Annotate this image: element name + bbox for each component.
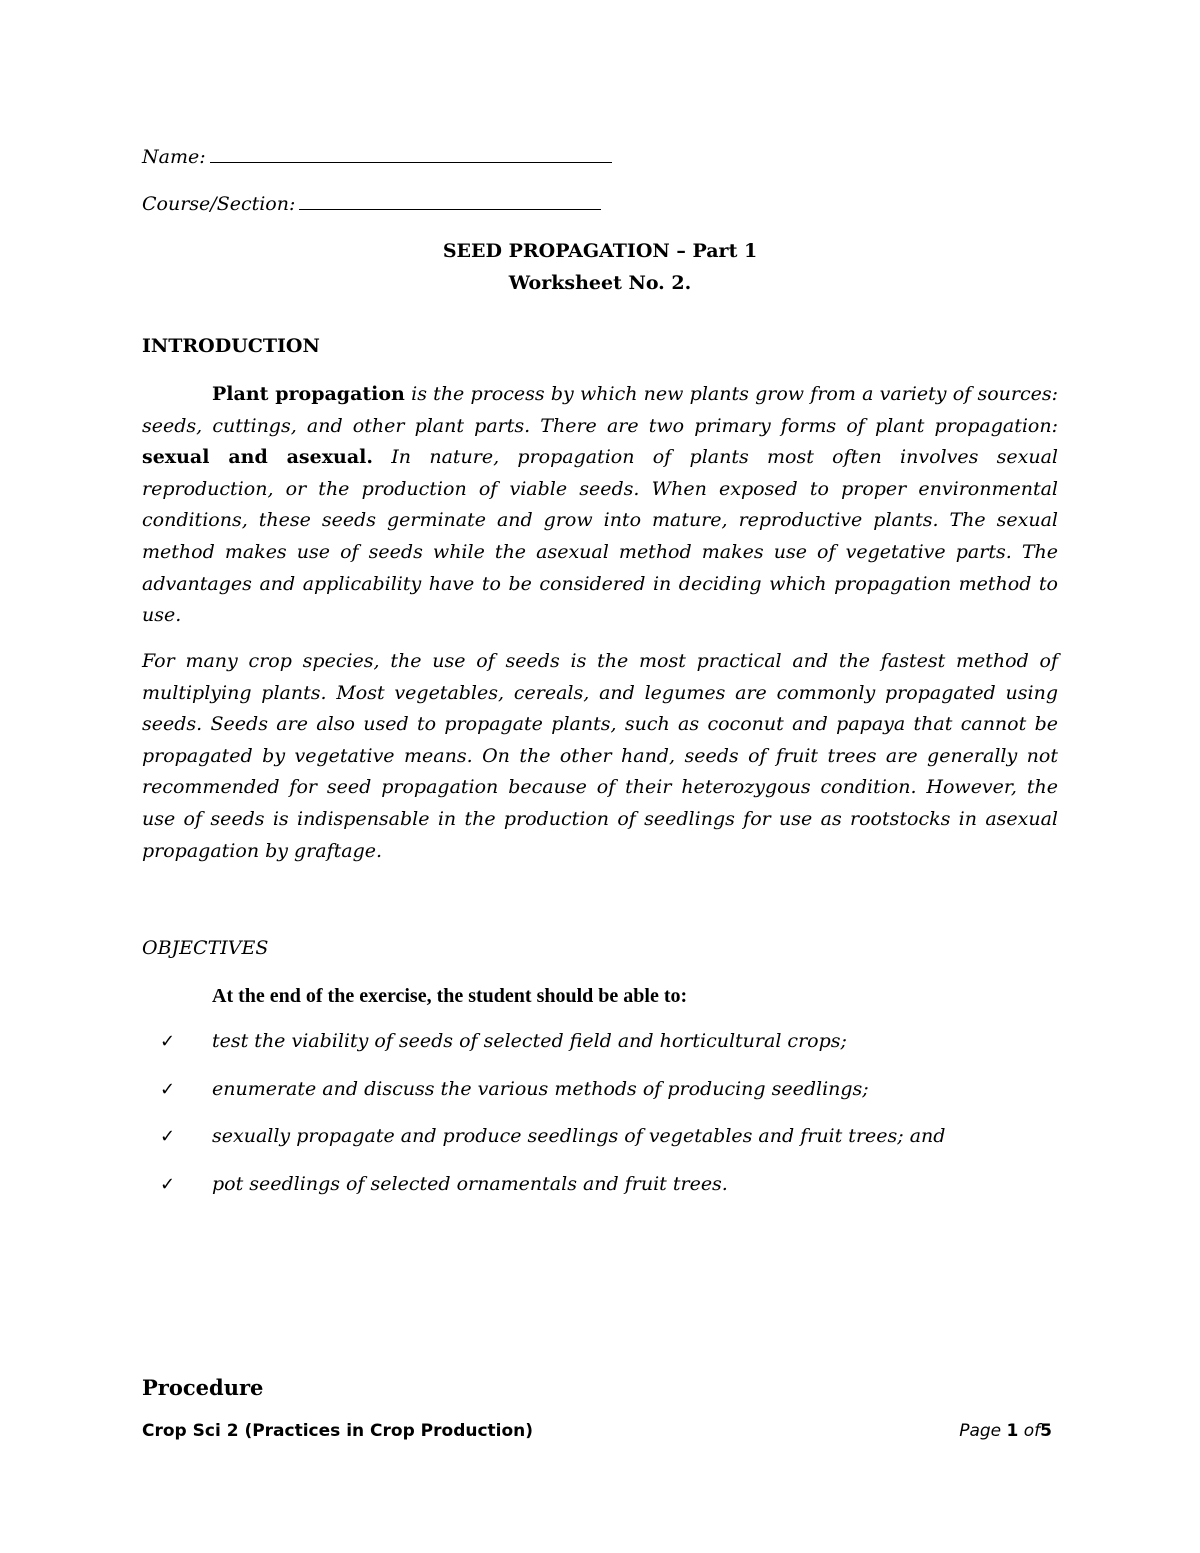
objective-item (160, 1122, 945, 1151)
objective-text: test the viability of seeds of selected field and horticultural crops; (212, 1030, 847, 1052)
objective-text: pot seedlings of selected ornamentals and fruit trees. (212, 1173, 728, 1195)
page-word: Page (959, 1421, 1002, 1441)
objectives-lead: At the end of the exercise, the student should be able to: (212, 985, 688, 1007)
worksheet-title: SEED PROPAGATION – Part 1 (442, 240, 758, 262)
introduction-heading: INTRODUCTION (142, 335, 320, 357)
intro-p1-text-b: In nature, propagation of plants most often involves sexual reproduction, or the production of viable seeds. When exposed to proper environmental conditions, these seeds germinate and grow into mature, reproductive plants. The sexual method makes use of seeds while the asexual method makes use of vegetative parts. The advantages and applicability have to be considered in deciding which propagation method to use. (142, 446, 1058, 627)
footer-page-number (959, 1419, 1052, 1443)
page-total: 5 (1040, 1421, 1052, 1441)
objective-item (160, 1170, 728, 1199)
checkmark-icon: ✓ (160, 1126, 176, 1147)
checkmark-icon: ✓ (160, 1031, 176, 1052)
intro-p1-text-a: is the process by which new plants grow from a variety of sources: seeds, cuttings, and other plant parts. There are two primary forms of plant propagation: (142, 383, 1058, 437)
objective-item (160, 1075, 869, 1104)
page-of: of (1023, 1421, 1041, 1441)
course-section-field (142, 191, 601, 217)
objective-text: enumerate and discuss the various methods of producing seedlings; (212, 1078, 869, 1100)
objective-item (160, 1027, 847, 1056)
name-label: Name: (142, 146, 206, 168)
introduction-paragraph-2: For many crop species, the use of seeds is the most practical and the fastest method of multiplying plants. Most vegetables, cereals, and legumes are commonly propagated using seeds. Seeds are also used to propagate plants, such as coconut and papaya that cannot be propagated by vegetative means. On the other hand, seeds of fruit trees are generally not recommended for seed propagation because of their heterozygous condition. However, the use of seeds is indispensable in the production of seedlings for use as rootstocks in asexual propagation by graftage. (142, 650, 1058, 862)
objectives-heading: OBJECTIVES (142, 937, 269, 959)
introduction-paragraph-1 (142, 379, 1058, 632)
checkmark-icon: ✓ (160, 1079, 176, 1100)
name-blank[interactable] (210, 144, 612, 163)
name-field (142, 144, 612, 170)
footer-course: Crop Sci 2 (Practices in Crop Production) (142, 1421, 534, 1441)
checkmark-icon: ✓ (160, 1174, 176, 1195)
sexual-asexual-term: sexual and asexual. (142, 446, 373, 469)
plant-propagation-term: Plant propagation (212, 383, 405, 405)
worksheet-number: Worksheet No. 2. (508, 272, 692, 294)
objective-text: sexually propagate and produce seedlings of vegetables and fruit trees; and (212, 1125, 946, 1147)
procedure-heading: Procedure (142, 1375, 264, 1400)
course-section-label: Course/Section: (142, 193, 296, 215)
page-current: 1 (1006, 1421, 1019, 1441)
course-section-blank[interactable] (299, 191, 601, 210)
